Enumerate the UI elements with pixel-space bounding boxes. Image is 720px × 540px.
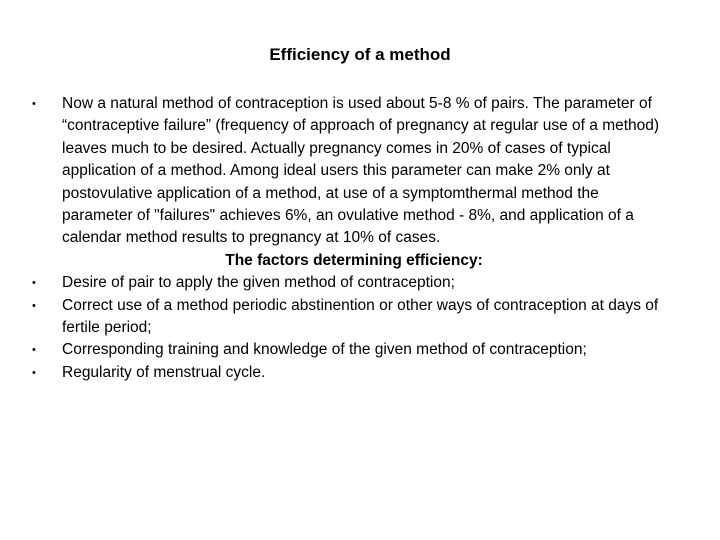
bullet-icon: •: [32, 344, 36, 357]
factor-item: [28, 339, 668, 361]
factor-text: Corresponding training and knowledge of the given method of contraception;: [62, 341, 587, 359]
intro-paragraph: [28, 93, 668, 250]
factor-text: Regularity of menstrual cycle.: [62, 363, 266, 381]
bullet-icon: •: [32, 366, 36, 379]
slide-title: Efficiency of a method: [269, 45, 451, 64]
intro-text: Now a natural method of contraception is used about 5-8 % of pairs. The parameter of “contraceptive failure” (frequency of approach of pregnancy at regular use of a method) leaves much to be desired. Actually pregnancy comes in 20% of cases of typical application of a method. Among ideal users this parameter can make 2% only at postovulative application of a method, at use of a symptomthermal method the parameter of "failures" achieves 6%, an ovulative method - 8%, and application of a calendar method results to pregnancy at 10% of cases.: [62, 95, 660, 247]
slide-body: [28, 93, 668, 384]
bullet-icon: •: [32, 98, 36, 110]
factor-item: [28, 362, 668, 384]
factor-text: Desire of pair to apply the given method of contraception;: [62, 274, 455, 292]
factor-item: [28, 272, 668, 294]
bullet-icon: •: [32, 299, 36, 312]
bullet-icon: •: [32, 277, 36, 290]
factor-text: Correct use of a method periodic abstinention or other ways of contraception at days of fertile period;: [62, 296, 659, 337]
factor-item: [28, 295, 668, 340]
factors-heading: The factors determining efficiency:: [225, 251, 483, 269]
